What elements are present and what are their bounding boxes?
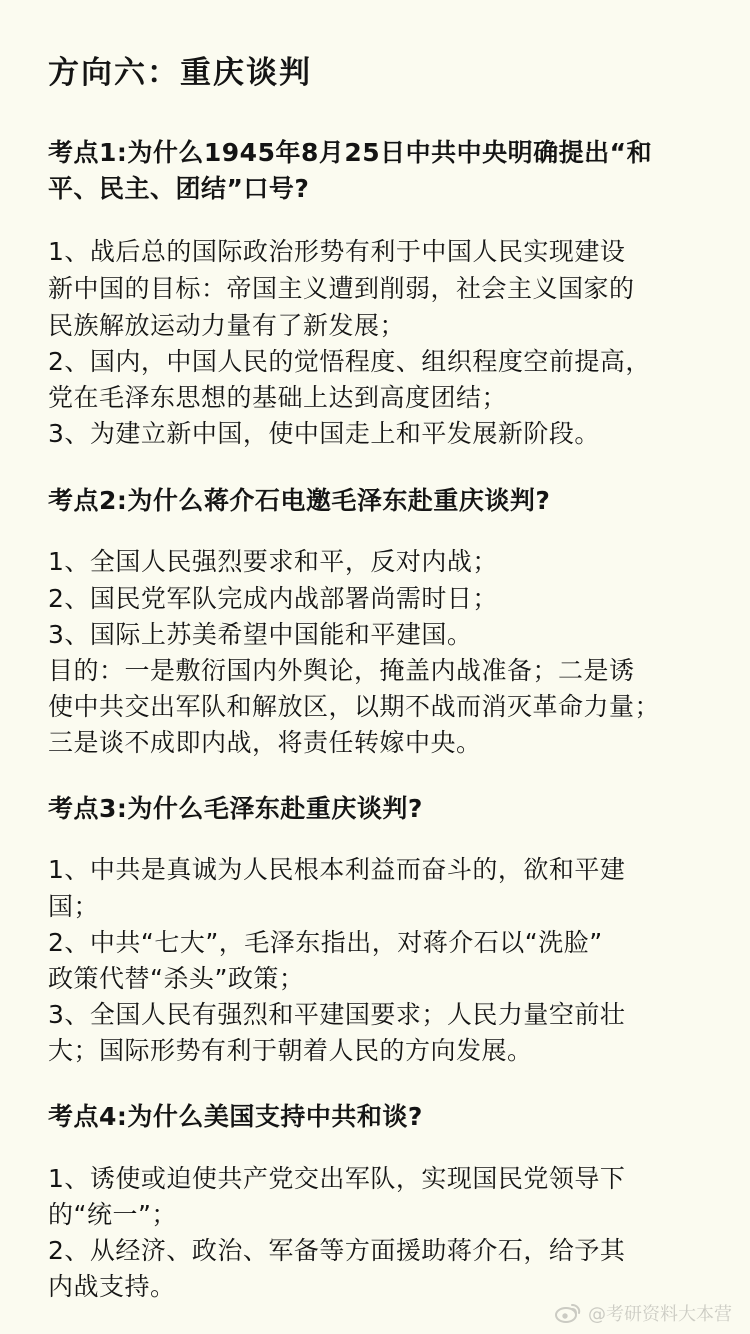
section-1-line-2: 新中国的目标：帝国主义遭到削弱，社会主义国家的 bbox=[48, 274, 635, 303]
section-3-line-3: 2、中共“七大”，毛泽东指出，对蒋介石以“洗脸” bbox=[48, 928, 603, 957]
section-2-line-3: 3、国际上苏美希望中国能和平建国。 bbox=[48, 620, 473, 649]
section-3-line-6: 大；国际形势有利于朝着人民的方向发展。 bbox=[48, 1036, 533, 1065]
section-1-line-4: 2、国内，中国人民的觉悟程度、组织程度空前提高， bbox=[48, 347, 651, 376]
section-3-line-2: 国； bbox=[48, 892, 100, 921]
section-3-line-4: 政策代替“杀头”政策； bbox=[48, 964, 305, 993]
weibo-icon bbox=[554, 1302, 582, 1324]
section-1-question-line-2: 平、民主、团结”口号? bbox=[48, 174, 310, 203]
section-1-line-5: 党在毛泽东思想的基础上达到高度团结； bbox=[48, 383, 508, 412]
section-2-line-5: 使中共交出军队和解放区，以期不战而消灭革命力量； bbox=[48, 692, 661, 721]
section-2-question: 考点2:为什么蒋介石电邀毛泽东赴重庆谈判? bbox=[48, 486, 551, 515]
section-2-line-2: 2、国民党军队完成内战部署尚需时日； bbox=[48, 584, 498, 613]
section-1-line-6: 3、为建立新中国，使中国走上和平发展新阶段。 bbox=[48, 419, 600, 448]
section-1-line-1: 1、战后总的国际政治形势有利于中国人民实现建设 bbox=[48, 237, 626, 266]
section-4-line-1: 1、诱使或迫使共产党交出军队，实现国民党领导下 bbox=[48, 1164, 626, 1193]
page-title: 方向六：重庆谈判 bbox=[48, 55, 312, 91]
section-3-line-5: 3、全国人民有强烈和平建国要求；人民力量空前壮 bbox=[48, 1000, 626, 1029]
section-2-line-4: 目的：一是敷衍国内外舆论，掩盖内战准备；二是诱 bbox=[48, 656, 635, 685]
section-4-line-2: 的“统一”； bbox=[48, 1200, 177, 1229]
section-3-question: 考点3:为什么毛泽东赴重庆谈判? bbox=[48, 794, 423, 823]
section-4-line-4: 内战支持。 bbox=[48, 1272, 176, 1301]
section-1-question-line-1: 考点1:为什么1945年8月25日中共中央明确提出“和 bbox=[48, 138, 653, 167]
section-4-line-3: 2、从经济、政治、军备等方面援助蒋介石，给予其 bbox=[48, 1236, 626, 1265]
section-2-line-1: 1、全国人民强烈要求和平，反对内战； bbox=[48, 547, 498, 576]
section-2-line-6: 三是谈不成即内战，将责任转嫁中央。 bbox=[48, 728, 482, 757]
section-3-line-1: 1、中共是真诚为人民根本利益而奋斗的，欲和平建 bbox=[48, 855, 626, 884]
section-1-line-3: 民族解放运动力量有了新发展； bbox=[48, 311, 406, 340]
section-4-question: 考点4:为什么美国支持中共和谈? bbox=[48, 1102, 423, 1131]
watermark-text: @考研资料大本营 bbox=[588, 1304, 732, 1325]
watermark bbox=[554, 1300, 732, 1326]
